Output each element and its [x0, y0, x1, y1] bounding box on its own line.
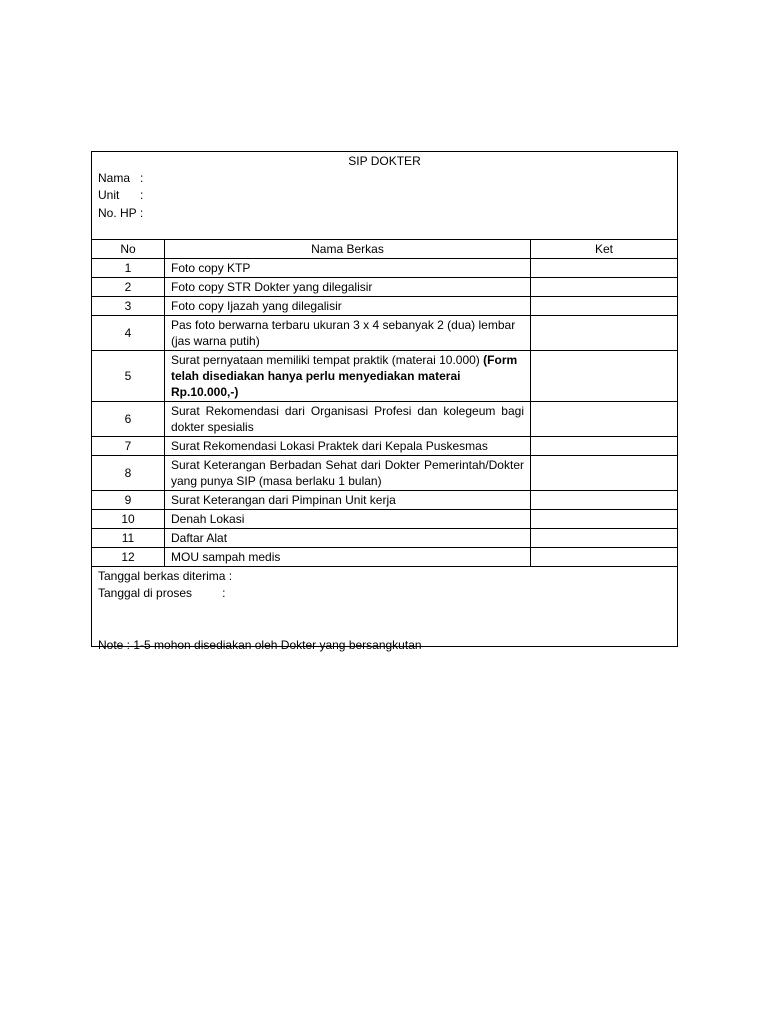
- row-no: 11: [92, 529, 165, 548]
- row-text-bold: (Form telah disediakan hanya perlu menyediakan materai Rp.10.000,-): [171, 353, 518, 399]
- row-text: Foto copy Ijazah yang dilegalisir: [165, 297, 531, 316]
- row-no: 1: [92, 259, 165, 278]
- field-label: Unit: [98, 188, 120, 202]
- row-no: 3: [92, 297, 165, 316]
- table-row: [92, 351, 677, 402]
- field-sep: :: [139, 206, 144, 220]
- table-row: [92, 491, 677, 510]
- processed-date-row: [98, 586, 225, 600]
- field-sep: :: [140, 171, 144, 185]
- row-text: Foto copy STR Dokter yang dilegalisir: [165, 278, 531, 297]
- row-no: 10: [92, 510, 165, 529]
- table-header-row: [92, 240, 677, 259]
- table-row: [92, 402, 677, 437]
- row-text: Surat Keterangan Berbadan Sehat dari Dokter Pemerintah/Dokter yang punya SIP (masa berlaku 1 bulan): [165, 456, 531, 491]
- table-row: [92, 510, 677, 529]
- document-checklist-table: [92, 240, 677, 567]
- note-text: Note : 1-5 mohon disediakan oleh Dokter yang bersangkutan: [98, 638, 422, 652]
- sip-dokter-form: [91, 151, 678, 652]
- row-ket: [531, 351, 678, 402]
- field-sep: :: [140, 188, 144, 202]
- row-ket: [531, 456, 678, 491]
- table-row: [92, 437, 677, 456]
- row-ket: [531, 278, 678, 297]
- row-text: Surat Keterangan dari Pimpinan Unit kerja: [165, 491, 531, 510]
- row-ket: [531, 437, 678, 456]
- row-ket: [531, 402, 678, 437]
- row-ket: [531, 510, 678, 529]
- form-title: SIP DOKTER: [348, 154, 421, 168]
- row-no: 2: [92, 278, 165, 297]
- row-text: Pas foto berwarna terbaru ukuran 3 x 4 sebanyak 2 (dua) lembar (jas warna putih): [165, 316, 531, 351]
- row-ket: [531, 259, 678, 278]
- row-no: 5: [92, 351, 165, 402]
- row-no: 4: [92, 316, 165, 351]
- row-ket: [531, 548, 678, 567]
- field-no-hp: [98, 206, 143, 220]
- row-no: 9: [92, 491, 165, 510]
- processed-date-label: Tanggal di proses: [98, 586, 193, 600]
- row-ket: [531, 529, 678, 548]
- row-text: MOU sampah medis: [165, 548, 531, 567]
- table-row: [92, 548, 677, 567]
- row-text: [165, 351, 531, 402]
- form-footer: [92, 567, 677, 668]
- field-nama: [98, 171, 143, 185]
- row-no: 8: [92, 456, 165, 491]
- row-text: Surat Rekomendasi dari Organisasi Profesi dan kolegeum bagi dokter spesialis: [165, 402, 531, 437]
- form-header: [92, 152, 677, 240]
- row-no: 7: [92, 437, 165, 456]
- column-header-no: No: [92, 240, 165, 259]
- table-row: [92, 259, 677, 278]
- row-no: 6: [92, 402, 165, 437]
- table-row: [92, 297, 677, 316]
- row-text: Denah Lokasi: [165, 510, 531, 529]
- field-unit: [98, 188, 143, 202]
- table-row: [92, 316, 677, 351]
- table-row: [92, 456, 677, 491]
- row-text: Daftar Alat: [165, 529, 531, 548]
- row-no: 12: [92, 548, 165, 567]
- received-date-label: Tanggal berkas diterima :: [98, 569, 233, 583]
- table-row: [92, 278, 677, 297]
- row-ket: [531, 297, 678, 316]
- row-text: Foto copy KTP: [165, 259, 531, 278]
- field-label: No. HP: [98, 206, 137, 220]
- row-text: Surat Rekomendasi Lokasi Praktek dari Kepala Puskesmas: [165, 437, 531, 456]
- column-header-nama-berkas: Nama Berkas: [165, 240, 531, 259]
- table-row: [92, 529, 677, 548]
- processed-date-sep: :: [222, 586, 226, 600]
- column-header-ket: Ket: [531, 240, 678, 259]
- row-ket: [531, 316, 678, 351]
- row-text-plain: Surat pernyataan memiliki tempat praktik (materai 10.000): [171, 353, 480, 367]
- field-label: Nama: [98, 171, 131, 185]
- row-ket: [531, 491, 678, 510]
